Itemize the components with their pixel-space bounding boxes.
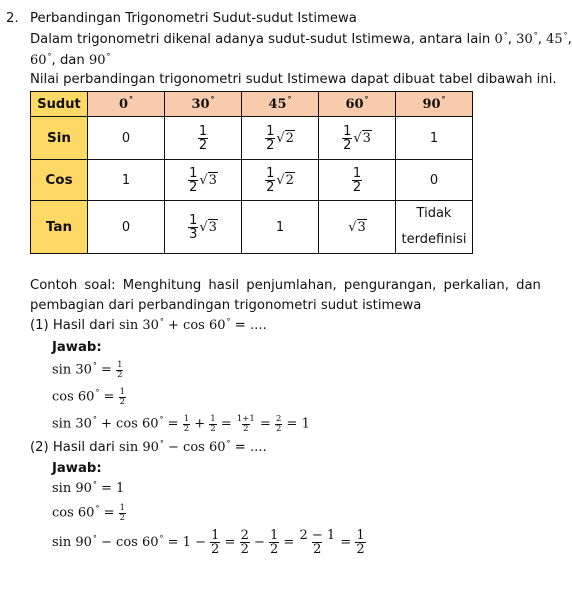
intro-join: dan [59,53,85,68]
header-angle-45: 45° [242,92,319,117]
cell-sin-45: $\frac{1}{2}$ √2 [242,117,319,160]
cell-sin-0: 0 [88,117,165,160]
question-1: (1) Hasil dari sin 30° + cos 60° = .... [30,316,267,333]
intro-line-1: Dalam trigonometri dikenal adanya sudut-sudut Istimewa, antara lain 0°, 30°, 45°, [30,30,572,47]
cell-sin-30: $\frac{1}{2}$ [165,117,242,160]
q1-line-1: sin 30° = $\frac{1}{2}$ [52,360,123,380]
cell-tan-30: $\frac{1}{3}$ √3 [165,201,242,254]
section-number: 2. [6,11,19,26]
cell-sin-90: 1 [396,117,473,160]
section-title: Perbandingan Trigonometri Sudut-sudut Istimewa [30,11,357,26]
header-angle-90: 90° [396,92,473,117]
header-angle-60: 60° [319,92,396,117]
intro-line-2: 60°, dan 90° [30,51,111,68]
answer-label-2: Jawab: [52,461,102,476]
table-header-row [31,92,473,117]
trig-table [30,91,473,254]
cell-cos-90: 0 [396,160,473,201]
q1-line-2: cos 60° = $\frac{1}{2}$ [52,387,126,407]
question-2: (2) Hasil dari sin 90° − cos 60° = .... [30,438,267,455]
row-label-sin: Sin [31,117,88,160]
cell-cos-0: 1 [88,160,165,201]
q2-line-1: sin 90° = 1 [52,479,125,496]
angle-60: 60° [30,51,52,68]
angle-90: 90° [88,51,111,68]
angle-45: 45° [546,30,568,47]
example-intro-1: Contoh soal: Menghitung hasil penjumlahan, pengurangan, perkalian, dan [30,278,541,293]
header-angle-30: 30° [165,92,242,117]
cell-cos-30: $\frac{1}{2}$ √3 [165,160,242,201]
answer-label-1: Jawab: [52,340,102,355]
table-row-cos [31,160,473,201]
table-row-tan [31,201,473,254]
angle-0: 0° [494,30,508,47]
cell-tan-60: √3 [319,201,396,254]
row-label-tan: Tan [31,201,88,254]
cell-sin-60: $\frac{1}{2}$ √3 [319,117,396,160]
table-row-sin [31,117,473,160]
intro-text: Dalam trigonometri dikenal adanya sudut-sudut Istimewa, antara lain [30,32,495,47]
cell-tan-0: 0 [88,201,165,254]
q1-line-3: sin 30° + cos 60° = $\frac{1}{2}$ + $\frac{1}{2}$ = $\frac{1+1}{2}$ = $\frac{2}{2}$ = 1 [52,414,310,434]
cell-cos-60: $\frac{1}{2}$ [319,160,396,201]
header-sudut: Sudut [31,92,88,117]
angle-30: 30° [516,30,538,47]
row-label-cos: Cos [31,160,88,201]
intro-line-3: Nilai perbandingan trigonometri sudut Istimewa dapat dibuat tabel dibawah ini. [30,72,557,87]
cell-tan-90: Tidak terdefinisi [396,201,473,254]
q2-line-2: cos 60° = $\frac{1}{2}$ [52,503,126,523]
cell-tan-45: 1 [242,201,319,254]
example-intro-2: pembagian dari perbandingan trigonometri sudut istimewa [30,298,422,313]
header-angle-0: 0° [88,92,165,117]
cell-cos-45: $\frac{1}{2}$ √2 [242,160,319,201]
q2-line-3: sin 90° − cos 60° = 1 − $\frac{1}{2}$ = $\frac{2}{2}$ − $\frac{1}{2}$ = $\frac{2 - 1}{2}$ = $\frac{1}{2}$ [52,528,365,557]
